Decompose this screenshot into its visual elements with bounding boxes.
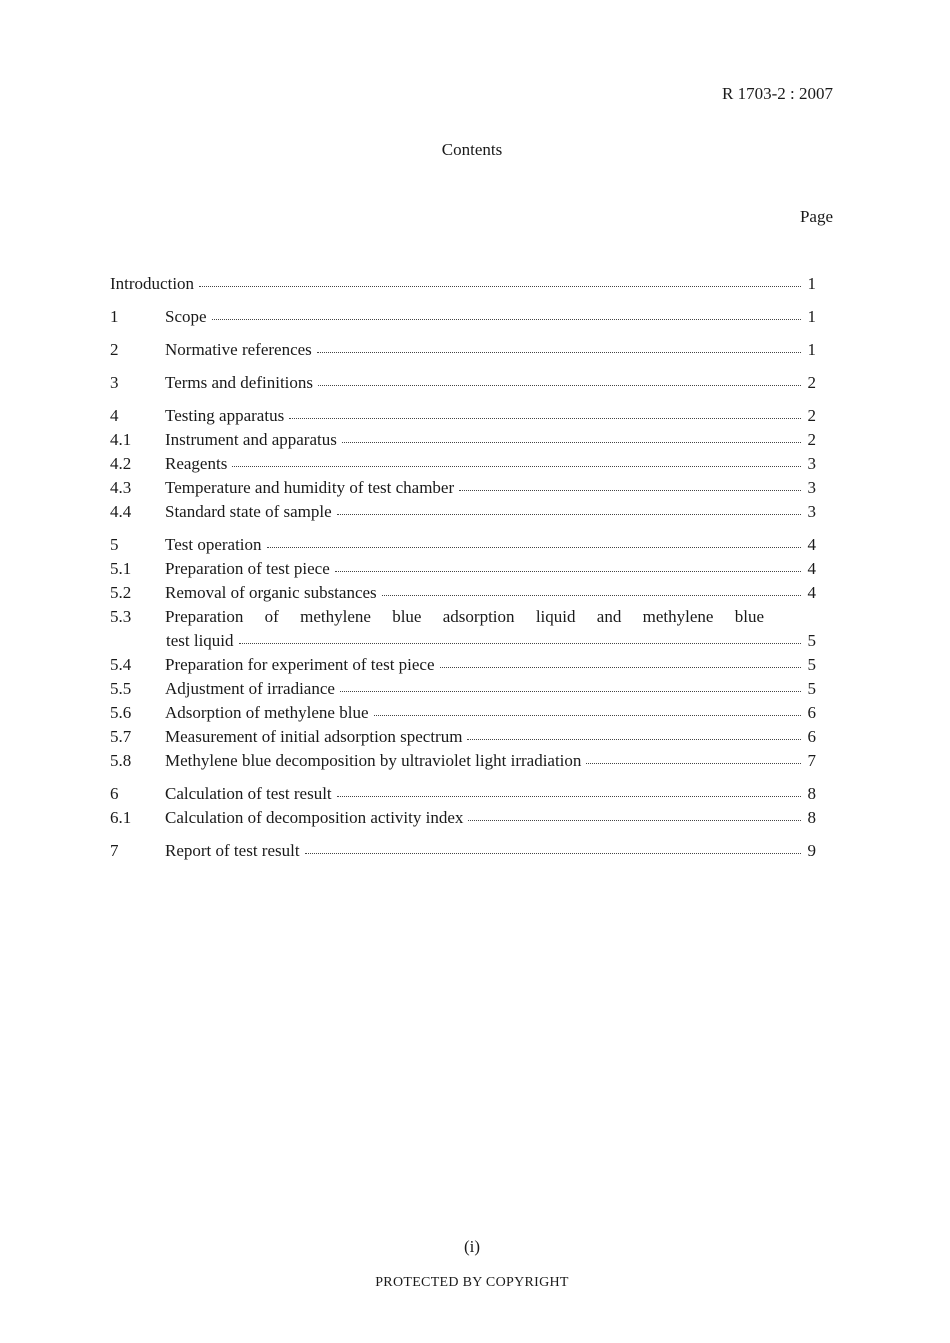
dot-leader: [335, 570, 801, 572]
toc-entry-title: Reagents: [165, 454, 228, 473]
toc-entry-title: Testing apparatus: [165, 406, 285, 425]
dot-leader: [318, 384, 801, 386]
toc-entry-page: 2: [807, 373, 816, 392]
toc-entry[interactable]: [110, 533, 816, 557]
toc-entry-title: Removal of organic substances: [165, 583, 377, 602]
toc-entry-title: Normative references: [165, 340, 312, 359]
toc-group: [110, 533, 816, 773]
toc-entry-title: Preparation of methylene blue adsorption liquid and methylene blue: [165, 607, 764, 626]
toc-entry-title: Preparation for experiment of test piece: [165, 655, 435, 674]
toc-entry-number: 4.2: [110, 454, 132, 473]
toc-entry[interactable]: [110, 500, 816, 524]
toc-entry-number: 6.1: [110, 808, 132, 827]
toc-entry[interactable]: [110, 749, 816, 773]
dot-leader: [199, 285, 801, 287]
toc-entry[interactable]: [110, 653, 816, 677]
dot-leader: [586, 762, 801, 764]
toc-entry-page: 1: [807, 307, 816, 326]
dot-leader: [468, 819, 801, 821]
toc-entry-number: 5.2: [110, 583, 132, 602]
toc-entry-number: 2: [110, 340, 119, 359]
dot-leader: [340, 690, 801, 692]
dot-leader: [232, 465, 801, 467]
toc-entry[interactable]: [110, 557, 816, 581]
toc-entry[interactable]: [110, 605, 816, 653]
page-folio: (i): [463, 1237, 481, 1256]
toc-entry-number: 4.3: [110, 478, 132, 497]
toc-entry-page: 8: [807, 784, 816, 803]
dot-leader: [267, 546, 801, 548]
toc-entry-number: 5.3: [110, 607, 132, 626]
toc-entry-number: 5.8: [110, 751, 132, 770]
toc-entry[interactable]: [110, 581, 816, 605]
dot-leader: [440, 666, 801, 668]
dot-leader: [305, 852, 801, 854]
dot-leader: [467, 738, 801, 740]
dot-leader: [337, 795, 801, 797]
dot-leader: [239, 642, 801, 644]
toc-entry-title: Calculation of decomposition activity index: [165, 808, 464, 827]
toc-entry-title: Instrument and apparatus: [165, 430, 337, 449]
toc-entry-page: 5: [807, 655, 816, 674]
toc-entry[interactable]: [110, 272, 816, 296]
toc-group: [110, 782, 816, 830]
toc-entry-title: Report of test result: [165, 841, 300, 860]
toc-entry[interactable]: [110, 305, 816, 329]
toc-group: [110, 338, 816, 362]
toc-entry-number: 3: [110, 373, 119, 392]
page-column-label: Page: [799, 207, 833, 226]
toc-entry-page: 5: [807, 679, 816, 698]
toc-entry-page: 1: [807, 274, 816, 293]
toc-group: [110, 839, 816, 863]
toc-entry-number: 5.5: [110, 679, 132, 698]
toc-entry-number: 7: [110, 841, 119, 860]
toc-entry[interactable]: [110, 428, 816, 452]
dot-leader: [459, 489, 801, 491]
toc-entry-title: Methylene blue decomposition by ultraviolet light irradiation: [165, 751, 582, 770]
copyright-notice: PROTECTED BY COPYRIGHT: [375, 1275, 569, 1290]
toc-entry[interactable]: [110, 701, 816, 725]
toc-entry-title: Adjustment of irradiance: [165, 679, 335, 698]
toc-entry-page: 3: [807, 478, 816, 497]
table-of-contents: [110, 272, 816, 863]
toc-entry[interactable]: [110, 839, 816, 863]
toc-group: [110, 272, 816, 296]
toc-entry-title: Standard state of sample: [165, 502, 332, 521]
dot-leader: [337, 513, 801, 515]
toc-group: [110, 404, 816, 524]
toc-entry-page: 6: [807, 703, 816, 722]
toc-entry-title: Scope: [165, 307, 207, 326]
toc-entry-title: Temperature and humidity of test chamber: [165, 478, 455, 497]
toc-entry[interactable]: [110, 677, 816, 701]
toc-entry-page: 3: [807, 502, 816, 521]
toc-entry[interactable]: [110, 476, 816, 500]
dot-leader: [382, 594, 801, 596]
toc-entry-number: 5.1: [110, 559, 132, 578]
dot-leader: [289, 417, 801, 419]
toc-entry-page: 4: [807, 583, 816, 602]
toc-entry-page: 6: [807, 727, 816, 746]
toc-entry-page: 3: [807, 454, 816, 473]
toc-entry[interactable]: [110, 725, 816, 749]
toc-entry-page: 5: [807, 631, 816, 650]
toc-group: [110, 371, 816, 395]
toc-entry[interactable]: [110, 338, 816, 362]
dot-leader: [374, 714, 802, 716]
toc-entry-number: 4.1: [110, 430, 132, 449]
toc-entry-page: 2: [807, 406, 816, 425]
toc-entry-page: 4: [807, 559, 816, 578]
toc-entry[interactable]: [110, 806, 816, 830]
dot-leader: [212, 318, 801, 320]
toc-entry-number: 4.4: [110, 502, 132, 521]
toc-entry-page: 1: [807, 340, 816, 359]
toc-entry-page: 7: [807, 751, 816, 770]
toc-entry-number: 4: [110, 406, 119, 425]
toc-entry-title: Measurement of initial adsorption spectrum: [165, 727, 463, 746]
toc-entry-page: 9: [807, 841, 816, 860]
toc-entry-number: 5.4: [110, 655, 132, 674]
toc-entry[interactable]: [110, 371, 816, 395]
toc-entry-title: Terms and definitions: [165, 373, 314, 392]
toc-entry-number: 6: [110, 784, 119, 803]
toc-entry[interactable]: [110, 782, 816, 806]
toc-entry-title: Preparation of test piece: [165, 559, 330, 578]
toc-entry[interactable]: [110, 452, 816, 476]
toc-entry-number: 5: [110, 535, 119, 554]
toc-entry-number: 1: [110, 307, 119, 326]
toc-entry-title: Calculation of test result: [165, 784, 332, 803]
toc-entry-page: 4: [807, 535, 816, 554]
dot-leader: [342, 441, 801, 443]
toc-entry-number: 5.6: [110, 703, 132, 722]
page-title: Contents: [441, 140, 503, 159]
toc-entry-title-continued: test liquid: [166, 631, 234, 650]
toc-entry-page: 8: [807, 808, 816, 827]
toc-entry-number: 5.7: [110, 727, 132, 746]
toc-group: [110, 305, 816, 329]
dot-leader: [317, 351, 801, 353]
toc-entry[interactable]: [110, 404, 816, 428]
toc-entry-title: Test operation: [165, 535, 262, 554]
document-number: R 1703-2 : 2007: [722, 84, 833, 103]
toc-entry-title: Introduction: [110, 274, 195, 293]
toc-entry-title: Adsorption of methylene blue: [165, 703, 369, 722]
toc-entry-page: 2: [807, 430, 816, 449]
